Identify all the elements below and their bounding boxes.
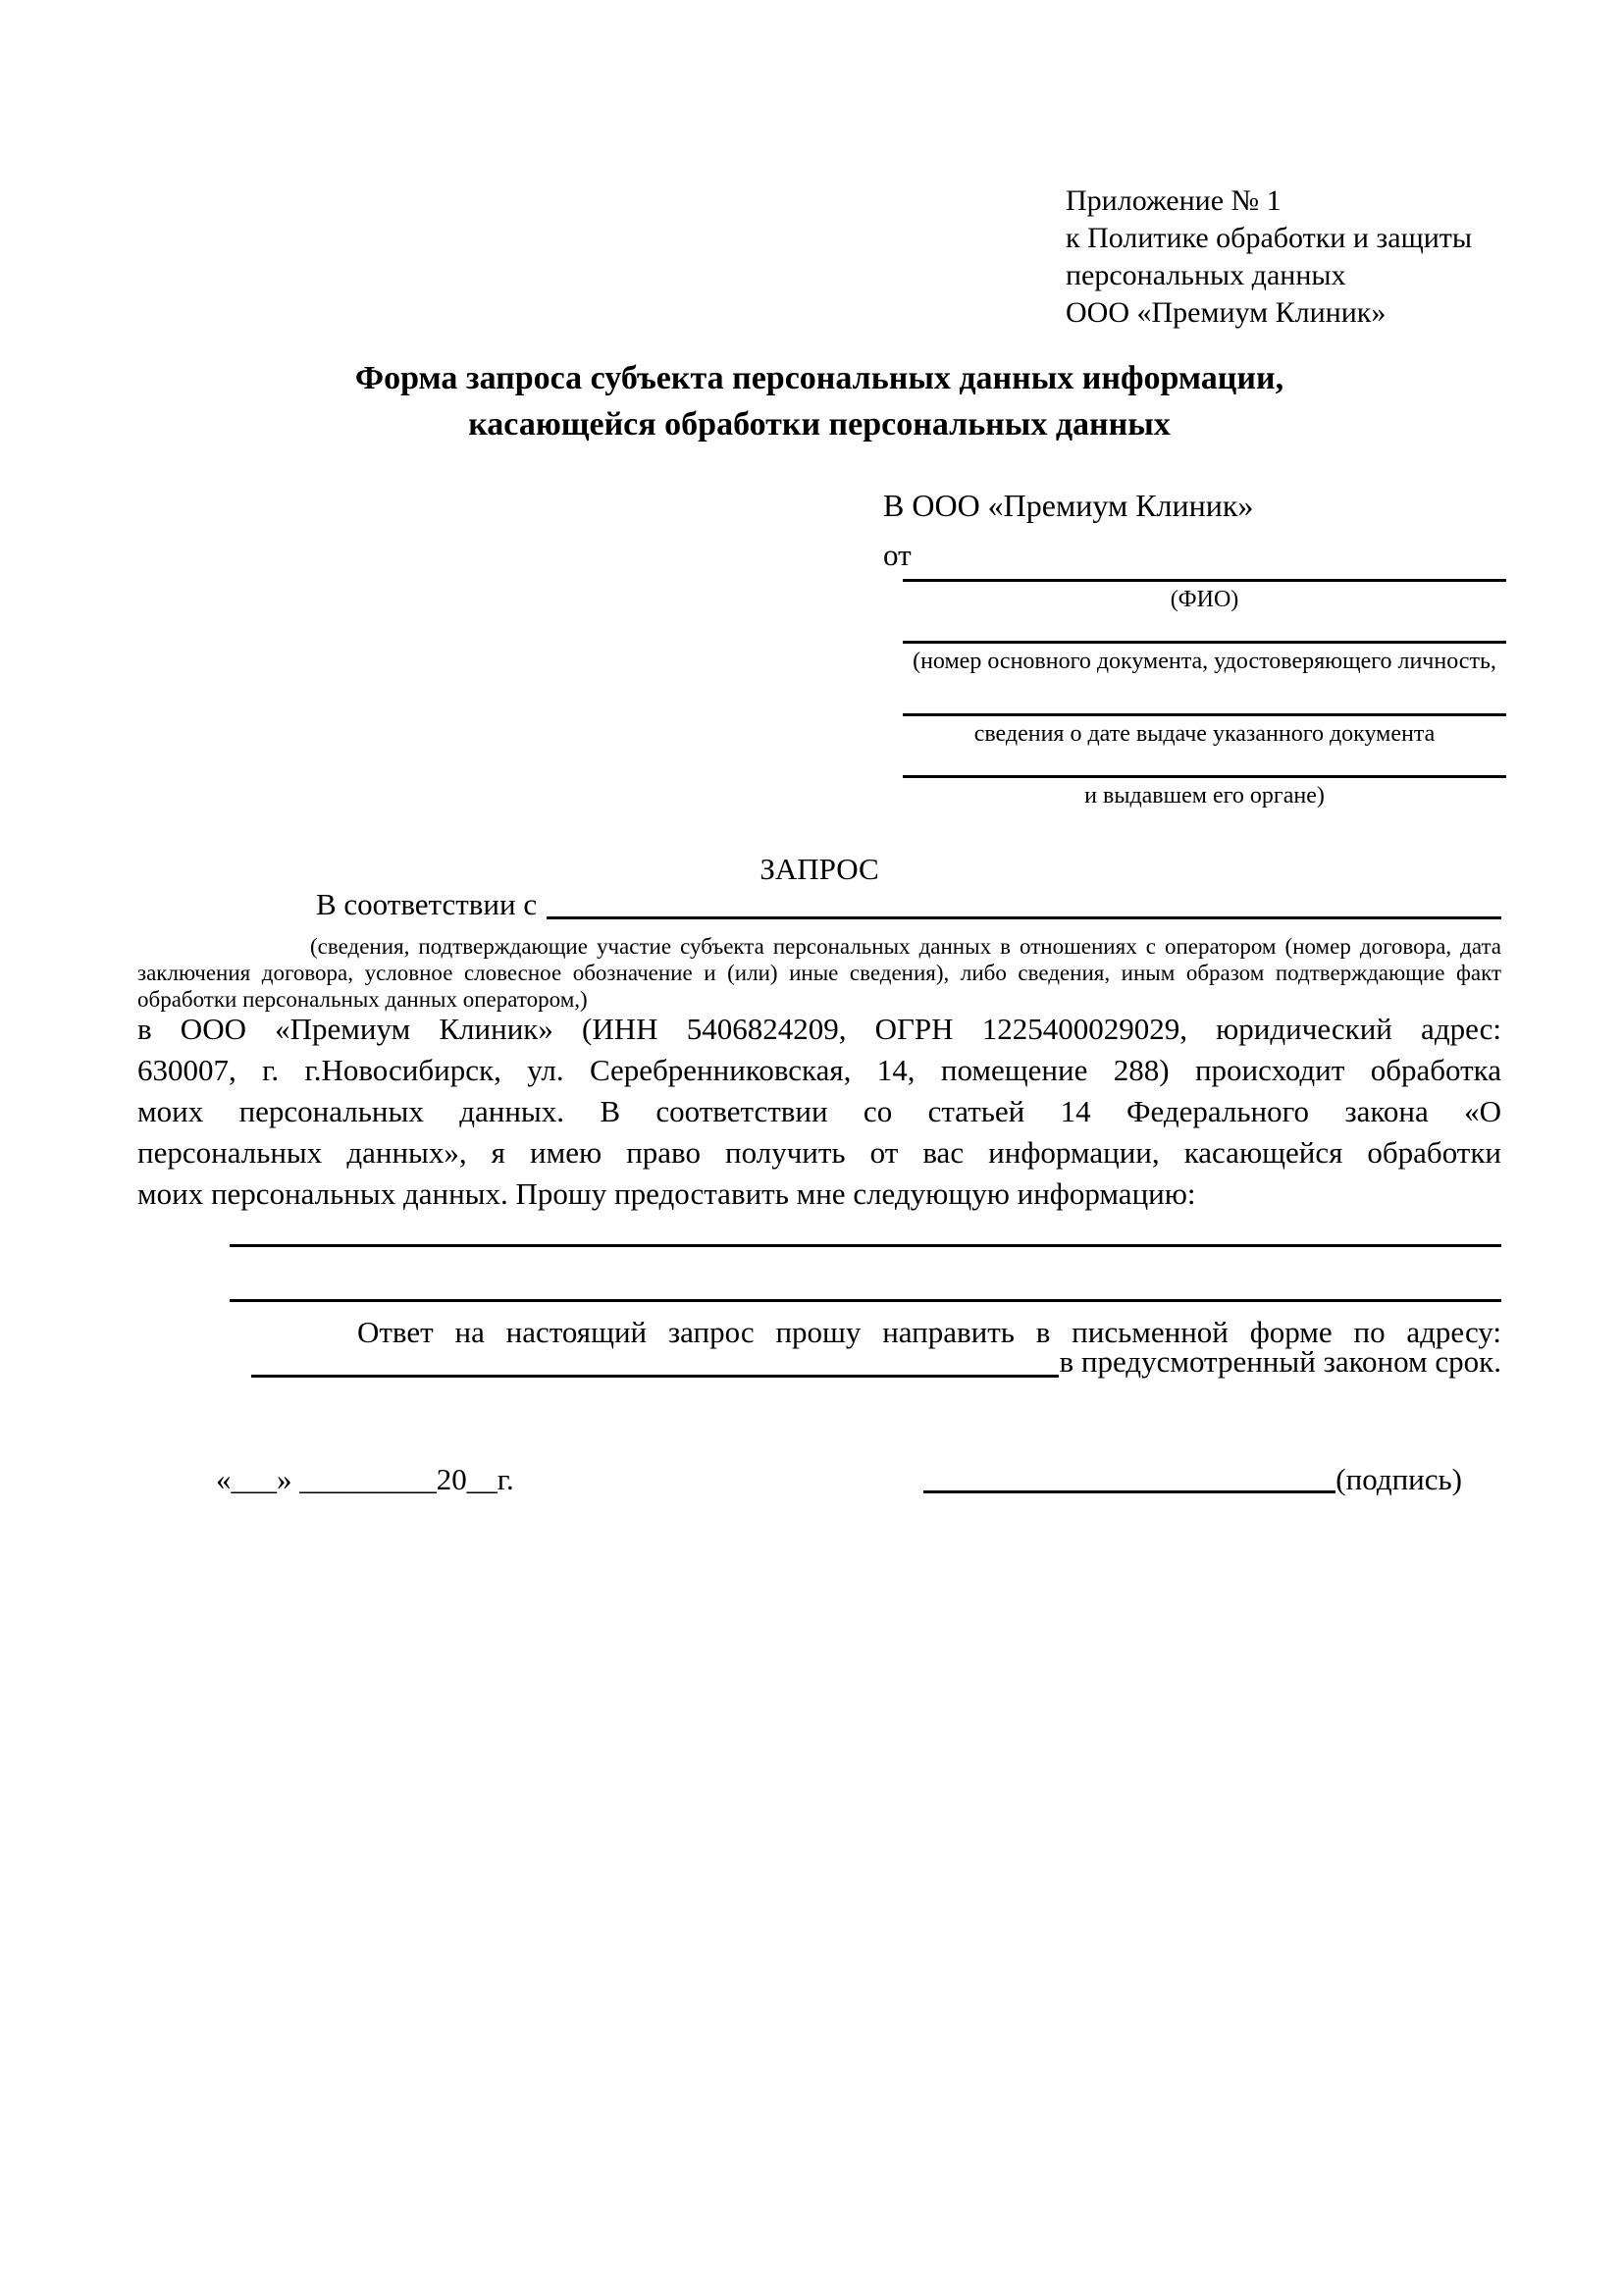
appendix-line: к Политике обработки и защиты [1066, 222, 1473, 254]
form-title-line: касающейся обработки персональных данных [468, 406, 1171, 443]
body-line: моих персональных данных. Прошу предоставить мне следующую информацию: [137, 1176, 1196, 1211]
footnote-line: (сведения, подтверждающие участие субъекта персональных данных в отношениях с оператором (номер договора, дата [310, 934, 1501, 959]
accordance-field-line[interactable] [547, 887, 1501, 919]
form-title [137, 355, 1501, 447]
accordance-label: В соответствии с [316, 887, 538, 921]
signature-field-line[interactable] [923, 1465, 1335, 1493]
date-blank[interactable]: «___» _________20__г. [216, 1462, 514, 1496]
addressee-org: В ООО «Премиум Клиник» [883, 488, 1254, 523]
request-body [137, 1009, 1501, 1215]
appendix-line: персональных данных [1066, 259, 1346, 291]
body-line: персональных данных», я имею право получить от вас информации, касающейся обработки [137, 1135, 1501, 1170]
date-signature-row [216, 1460, 1462, 1499]
accordance-row [316, 886, 1501, 923]
body-line: в ООО «Премиум Клиник» (ИНН 5406824209, ОГРН 1225400029029, юридический адрес: [137, 1012, 1501, 1046]
issue-date-caption: сведения о дате выдаче указанного документа [973, 721, 1436, 747]
footnote-line: обработки персональных данных оператором,) [137, 987, 588, 1012]
document-number-field-line[interactable] [903, 641, 1506, 644]
reply-address-field-line[interactable] [251, 1345, 1059, 1378]
request-heading: ЗАПРОС [759, 852, 879, 886]
info-request-field-line-2[interactable] [230, 1299, 1501, 1302]
footnote [137, 933, 1501, 1013]
fio-caption: (ФИО) [1170, 587, 1239, 612]
reply-address-text: Ответ на настоящий запрос прошу направить в письменной форме по адресу: [357, 1315, 1501, 1349]
reply-suffix: в предусмотренный законом срок. [1059, 1344, 1501, 1379]
appendix-line: Приложение № 1 [1066, 184, 1282, 217]
body-line: 630007, г. г.Новосибирск, ул. Серебренниковская, 14, помещение 288) происходит обработка [137, 1053, 1501, 1087]
form-title-line: Форма запроса субъекта персональных данных информации, [354, 360, 1284, 396]
fio-field-line[interactable] [903, 579, 1506, 582]
from-label: от [883, 538, 912, 572]
info-request-field-line-1[interactable] [230, 1244, 1501, 1247]
document-number-caption: (номер основного документа, удостоверяющего личность, [913, 649, 1496, 674]
appendix-line: ООО «Премиум Клиник» [1066, 296, 1387, 329]
signature-group [923, 1460, 1462, 1499]
issuing-authority-caption: и выдавшем его органе) [1084, 783, 1325, 809]
issue-date-field-line[interactable] [903, 713, 1506, 716]
footnote-line: заключения договора, условное словесное обозначение и (или) иные сведения), либо сведения, иным образом подтверждающие факт [137, 961, 1501, 985]
issuing-authority-field-line[interactable] [903, 775, 1506, 778]
signature-caption: (подпись) [1335, 1462, 1462, 1496]
reply-address-row [251, 1342, 1501, 1382]
body-line: моих персональных данных. В соответствии со статьей 14 Федерального закона «О [137, 1094, 1501, 1128]
appendix-header [1066, 183, 1472, 332]
